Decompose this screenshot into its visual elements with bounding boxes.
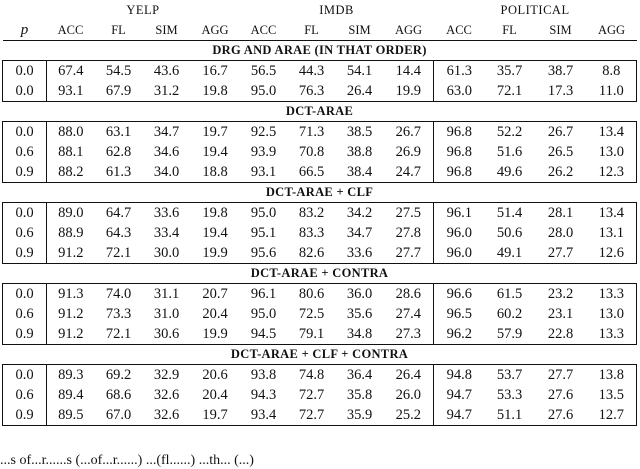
metric-cell: 92.5 — [250, 124, 277, 140]
column-header-row — [3, 20, 637, 41]
p-value-cell: 0.9 — [3, 324, 47, 345]
metric-cell: 72.7 — [298, 387, 325, 403]
metric-cell: 27.3 — [384, 324, 434, 345]
column-header-p: p — [20, 22, 29, 38]
p-value-cell: 0.6 — [3, 385, 47, 405]
metric-cell: 31.0 — [153, 306, 180, 322]
p-value-cell: 0.9 — [3, 243, 47, 264]
metric-cell: 91.3 — [47, 284, 95, 305]
metric-cell: 83.2 — [298, 205, 325, 221]
metric-cell: 82.6 — [288, 243, 336, 264]
metric-cell: 13.3 — [587, 324, 637, 345]
metric-cell: 23.1 — [547, 306, 574, 322]
metric-cell: 93.1 — [47, 81, 95, 102]
p-value-cell: 0.6 — [3, 304, 47, 324]
metric-cell: 89.5 — [47, 405, 95, 426]
metric-cell: 27.7 — [547, 367, 574, 383]
metric-cell: 96.6 — [434, 284, 485, 305]
metric-cell: 32.6 — [143, 405, 191, 426]
column-header-agg: AGG — [394, 23, 423, 37]
metric-cell: 12.6 — [587, 243, 637, 264]
section-header-row — [3, 183, 637, 203]
metric-cell: 34.2 — [346, 205, 373, 221]
metric-cell: 32.9 — [153, 367, 180, 383]
metric-cell: 89.3 — [47, 365, 95, 386]
metric-cell: 34.7 — [346, 225, 373, 241]
metric-cell: 13.8 — [587, 365, 637, 386]
metric-cell: 24.7 — [384, 162, 434, 183]
metric-cell: 72.5 — [298, 306, 325, 322]
metric-cell: 34.6 — [153, 144, 180, 160]
section-header-row — [3, 345, 637, 365]
table-caption: ...s of...r......s (...of...r......) ...(fl......) ...th... (...) — [0, 453, 254, 468]
section-header-row — [3, 102, 637, 122]
table-row — [3, 304, 637, 324]
p-value-cell: 0.0 — [3, 203, 47, 224]
results-table — [2, 0, 637, 426]
metric-cell: 27.4 — [395, 306, 421, 322]
metric-cell: 50.6 — [496, 225, 523, 241]
metric-cell: 23.2 — [547, 286, 574, 302]
p-value-cell: 0.9 — [3, 162, 47, 183]
section-header-row — [3, 41, 637, 61]
metric-cell: 31.2 — [143, 81, 191, 102]
table-row — [3, 284, 637, 305]
metric-cell: 20.4 — [202, 387, 228, 403]
table-row — [3, 324, 637, 345]
metric-cell: 71.3 — [298, 124, 325, 140]
metric-cell: 19.8 — [191, 81, 240, 102]
metric-cell: 96.0 — [434, 223, 485, 243]
metric-cell: 93.4 — [240, 405, 288, 426]
metric-cell: 95.0 — [240, 81, 288, 102]
metric-cell: 43.6 — [153, 63, 180, 79]
metric-cell: 44.3 — [298, 63, 325, 79]
metric-cell: 13.4 — [587, 203, 637, 224]
column-header-acc: ACC — [446, 23, 472, 37]
metric-cell: 27.8 — [395, 225, 421, 241]
metric-cell: 53.7 — [496, 367, 523, 383]
metric-cell: 61.3 — [95, 162, 143, 183]
metric-cell: 96.0 — [434, 243, 485, 264]
metric-cell: 8.8 — [587, 61, 637, 82]
table-row — [3, 122, 637, 143]
metric-cell: 49.6 — [485, 162, 535, 183]
column-header-sim: SIM — [549, 23, 572, 37]
metric-cell: 95.0 — [250, 306, 277, 322]
metric-cell: 57.9 — [485, 324, 535, 345]
metric-cell: 34.8 — [336, 324, 384, 345]
metric-cell: 60.2 — [496, 306, 523, 322]
metric-cell: 64.7 — [105, 205, 132, 221]
metric-cell: 19.8 — [202, 205, 228, 221]
metric-cell: 96.1 — [250, 286, 277, 302]
metric-cell: 91.2 — [47, 324, 95, 345]
metric-cell: 35.6 — [346, 306, 373, 322]
metric-cell: 96.8 — [434, 162, 485, 183]
metric-cell: 38.8 — [346, 144, 373, 160]
metric-cell: 28.0 — [547, 225, 574, 241]
table-row — [3, 203, 637, 224]
metric-cell: 94.7 — [434, 405, 485, 426]
metric-cell: 73.3 — [105, 306, 132, 322]
metric-cell: 63.0 — [434, 81, 485, 102]
column-header-acc: ACC — [250, 23, 277, 37]
p-value-cell: 0.6 — [3, 142, 47, 162]
metric-cell: 76.3 — [288, 81, 336, 102]
metric-cell: 26.2 — [535, 162, 587, 183]
metric-cell: 89.4 — [47, 385, 95, 405]
dataset-header-row — [3, 0, 637, 20]
metric-cell: 80.6 — [298, 286, 325, 302]
metric-cell: 64.3 — [105, 225, 132, 241]
metric-cell: 13.3 — [587, 284, 637, 305]
table-row — [3, 61, 637, 82]
metric-cell: 88.2 — [47, 162, 95, 183]
metric-cell: 27.6 — [547, 387, 574, 403]
section-header-row — [3, 264, 637, 284]
metric-cell: 33.4 — [153, 225, 180, 241]
metric-cell: 34.7 — [153, 124, 180, 140]
metric-cell: 94.3 — [250, 387, 277, 403]
metric-cell: 68.6 — [105, 387, 132, 403]
table-row — [3, 142, 637, 162]
metric-cell: 70.8 — [298, 144, 325, 160]
metric-cell: 54.1 — [346, 63, 373, 79]
metric-cell: 38.4 — [336, 162, 384, 183]
metric-cell: 51.4 — [496, 205, 523, 221]
section-title: DCT-ARAE + CONTRA — [3, 264, 637, 284]
metric-cell: 88.9 — [47, 223, 95, 243]
metric-cell: 51.6 — [496, 144, 523, 160]
metric-cell: 26.4 — [395, 367, 421, 383]
metric-cell: 94.5 — [240, 324, 288, 345]
table-row — [3, 405, 637, 426]
metric-cell: 30.6 — [143, 324, 191, 345]
metric-cell: 93.8 — [250, 367, 277, 383]
metric-cell: 32.6 — [153, 387, 180, 403]
column-header-fl: FL — [304, 23, 319, 37]
table-body — [3, 41, 637, 426]
metric-cell: 95.1 — [250, 225, 277, 241]
table-row — [3, 385, 637, 405]
metric-cell: 56.5 — [250, 63, 277, 79]
metric-cell: 20.4 — [202, 306, 228, 322]
metric-cell: 35.8 — [346, 387, 373, 403]
metric-cell: 26.5 — [547, 144, 574, 160]
metric-cell: 27.6 — [535, 405, 587, 426]
metric-cell: 11.0 — [587, 81, 637, 102]
metric-cell: 14.4 — [395, 63, 421, 79]
metric-cell: 13.0 — [587, 142, 637, 162]
metric-cell: 31.1 — [153, 286, 180, 302]
metric-cell: 72.1 — [95, 243, 143, 264]
metric-cell: 13.0 — [587, 304, 637, 324]
metric-cell: 74.0 — [105, 286, 132, 302]
metric-cell: 13.1 — [587, 223, 637, 243]
metric-cell: 63.1 — [105, 124, 132, 140]
p-value-cell: 0.0 — [3, 61, 47, 82]
metric-cell: 25.2 — [384, 405, 434, 426]
p-value-cell: 0.6 — [3, 223, 47, 243]
metric-cell: 38.7 — [547, 63, 574, 79]
metric-cell: 54.5 — [105, 63, 132, 79]
metric-cell: 26.4 — [336, 81, 384, 102]
table-row — [3, 243, 637, 264]
metric-cell: 67.0 — [95, 405, 143, 426]
metric-cell: 18.8 — [191, 162, 240, 183]
metric-cell: 38.5 — [346, 124, 373, 140]
section-title: DCT-ARAE — [3, 102, 637, 122]
metric-cell: 95.0 — [250, 205, 277, 221]
metric-cell: 62.8 — [105, 144, 132, 160]
metric-cell: 16.7 — [202, 63, 228, 79]
dataset-header-political: POLITICAL — [500, 3, 570, 17]
metric-cell: 88.1 — [47, 142, 95, 162]
p-value-cell: 0.0 — [3, 284, 47, 305]
column-header-sim: SIM — [348, 23, 371, 37]
p-value-cell: 0.0 — [3, 122, 47, 143]
metric-cell: 89.0 — [47, 203, 95, 224]
metric-cell: 19.4 — [202, 144, 228, 160]
metric-cell: 94.7 — [434, 385, 485, 405]
metric-cell: 53.3 — [496, 387, 523, 403]
column-header-agg: AGG — [597, 23, 626, 37]
metric-cell: 91.2 — [47, 304, 95, 324]
metric-cell: 35.9 — [336, 405, 384, 426]
metric-cell: 27.7 — [384, 243, 434, 264]
metric-cell: 22.8 — [535, 324, 587, 345]
metric-cell: 93.9 — [250, 144, 277, 160]
metric-cell: 96.8 — [434, 122, 485, 143]
metric-cell: 13.4 — [587, 122, 637, 143]
metric-cell: 19.9 — [384, 81, 434, 102]
metric-cell: 91.2 — [47, 243, 95, 264]
metric-cell: 13.5 — [587, 385, 637, 405]
metric-cell: 33.6 — [153, 205, 180, 221]
section-title: DCT-ARAE + CLF — [3, 183, 637, 203]
metric-cell: 12.7 — [587, 405, 637, 426]
metric-cell: 33.6 — [336, 243, 384, 264]
metric-cell: 79.1 — [288, 324, 336, 345]
dataset-header-imdb: IMDB — [319, 3, 354, 17]
metric-cell: 96.8 — [434, 142, 485, 162]
table-row — [3, 81, 637, 102]
table-row — [3, 223, 637, 243]
table-row — [3, 365, 637, 386]
metric-cell: 83.3 — [298, 225, 325, 241]
metric-cell: 61.5 — [496, 286, 523, 302]
metric-cell: 49.1 — [485, 243, 535, 264]
p-value-cell: 0.0 — [3, 81, 47, 102]
metric-cell: 20.6 — [202, 367, 228, 383]
metric-cell: 88.0 — [47, 122, 95, 143]
section-title: DRG AND ARAE (IN THAT ORDER) — [3, 41, 637, 61]
column-header-agg: AGG — [201, 23, 229, 37]
metric-cell: 66.5 — [288, 162, 336, 183]
metric-cell: 72.7 — [288, 405, 336, 426]
metric-cell: 19.9 — [191, 324, 240, 345]
metric-cell: 26.7 — [395, 124, 421, 140]
metric-cell: 34.0 — [143, 162, 191, 183]
metric-cell: 61.3 — [434, 61, 485, 82]
column-header-fl: FL — [111, 23, 126, 37]
metric-cell: 67.9 — [95, 81, 143, 102]
metric-cell: 36.0 — [346, 286, 373, 302]
metric-cell: 74.8 — [298, 367, 325, 383]
metric-cell: 96.2 — [434, 324, 485, 345]
metric-cell: 93.1 — [240, 162, 288, 183]
metric-cell: 52.2 — [496, 124, 523, 140]
metric-cell: 19.7 — [191, 405, 240, 426]
metric-cell: 51.1 — [485, 405, 535, 426]
metric-cell: 96.1 — [434, 203, 485, 224]
metric-cell: 28.6 — [395, 286, 421, 302]
metric-cell: 12.3 — [587, 162, 637, 183]
metric-cell: 26.9 — [395, 144, 421, 160]
metric-cell: 28.1 — [547, 205, 574, 221]
table-row — [3, 162, 637, 183]
metric-cell: 72.1 — [95, 324, 143, 345]
metric-cell: 36.4 — [346, 367, 373, 383]
metric-cell: 95.6 — [240, 243, 288, 264]
metric-cell: 19.9 — [191, 243, 240, 264]
metric-cell: 26.7 — [547, 124, 574, 140]
metric-cell: 35.7 — [496, 63, 523, 79]
metric-cell: 19.7 — [202, 124, 228, 140]
column-header-fl: FL — [502, 23, 517, 37]
metric-cell: 69.2 — [105, 367, 132, 383]
metric-cell: 96.5 — [434, 304, 485, 324]
metric-cell: 30.0 — [143, 243, 191, 264]
metric-cell: 19.4 — [202, 225, 228, 241]
metric-cell: 20.7 — [202, 286, 228, 302]
metric-cell: 67.4 — [47, 61, 95, 82]
p-value-cell: 0.9 — [3, 405, 47, 426]
dataset-header-yelp: YELP — [126, 3, 160, 17]
metric-cell: 94.8 — [434, 365, 485, 386]
metric-cell: 26.0 — [395, 387, 421, 403]
metric-cell: 27.5 — [395, 205, 421, 221]
metric-cell: 72.1 — [485, 81, 535, 102]
metric-cell: 17.3 — [535, 81, 587, 102]
column-header-acc: ACC — [57, 23, 84, 37]
column-header-sim: SIM — [155, 23, 178, 37]
section-title: DCT-ARAE + CLF + CONTRA — [3, 345, 637, 365]
p-value-cell: 0.0 — [3, 365, 47, 386]
metric-cell: 27.7 — [535, 243, 587, 264]
